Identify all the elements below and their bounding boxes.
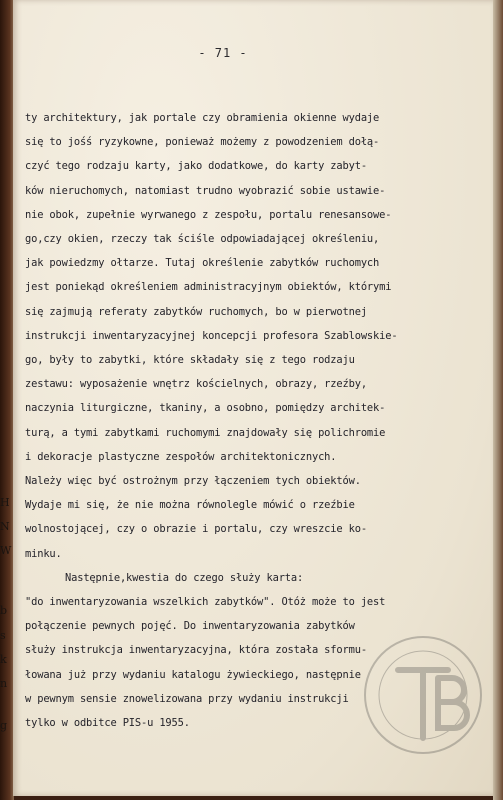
margin-fragment: b (0, 604, 8, 617)
margin-fragment: H (0, 496, 10, 509)
page-edge-shadow (493, 0, 503, 800)
margin-fragment: n (0, 677, 8, 690)
text-line: ków nieruchomych, natomiast trudno wyobrazić sobie ustawie- (25, 184, 386, 197)
paper-sheet (13, 0, 493, 796)
text-line: jest poniekąd określeniem administracyjnym obiektów, którymi (25, 281, 392, 294)
text-line: go,czy okien, rzeczy tak ściśle odpowiadającej określeniu, (25, 233, 380, 246)
page-number: - 71 - (198, 46, 248, 60)
text-line: czyć tego rodzaju karty, jako dodatkowe, do karty zabyt- (25, 160, 367, 173)
margin-fragment: g (0, 719, 8, 732)
text-line: połączenie pewnych pojęć. Do inwentaryzowania zabytków (25, 620, 355, 633)
margin-fragment: N (0, 520, 10, 533)
margin-fragment: W (0, 544, 12, 557)
text-line: Należy więc być ostrożnym przy łączeniem tych obiektów. (25, 475, 361, 488)
text-line: w pewnym sensie znowelizowana przy wydaniu instrukcji (25, 692, 349, 705)
text-line: instrukcji inwentaryzacyjnej koncepcji profesora Szablowskie- (25, 329, 398, 342)
text-line: go, były to zabytki, które składały się z tego rodzaju (25, 354, 355, 367)
text-line: turą, a tymi zabytkami ruchomymi znajdowały się polichromie (25, 426, 386, 439)
text-line: nie obok, zupełnie wyrwanego z zespołu, portalu renesansowe- (25, 208, 392, 221)
foundation-watermark-stamp (358, 630, 488, 760)
text-line: wolnostojącej, czy o obrazie i portalu, czy wreszcie ko- (25, 523, 367, 536)
text-line: "do inwentaryzowania wszelkich zabytków". Otóż może to jest (25, 596, 386, 609)
text-line: tylko w odbitce PIS-u 1955. (25, 717, 190, 730)
text-line: służy instrukcja inwentaryzacyjna, która została sformu- (25, 644, 367, 657)
text-line: łowana już przy wydaniu katalogu żywieckiego, następnie (25, 668, 361, 681)
text-line: zestawu: wyposażenie wnętrz kościelnych, obrazy, rzeźby, (25, 378, 367, 391)
text-line: się zajmują referaty zabytków ruchomych, bo w pierwotnej (25, 305, 367, 318)
text-line: naczynia liturgiczne, tkaniny, a osobno, pomiędzy architek- (25, 402, 386, 415)
text-line: minku. (25, 547, 62, 560)
margin-fragment: s (0, 629, 6, 642)
text-line: Następnie,kwestia do czego służy karta: (65, 571, 304, 584)
text-line: ty architektury, jak portale czy obramienia okienne wydaje (25, 112, 380, 124)
text-line: jak powiedzmy ołtarze. Tutaj określenie zabytków ruchomych (25, 257, 380, 270)
text-line: i dekoracje plastyczne zespołów architektonicznych. (25, 450, 337, 463)
text-line: się to jośś ryzykowne, ponieważ możemy z powodzeniem dołą- (25, 136, 380, 149)
margin-fragment: k (0, 653, 7, 666)
text-line: Wydaje mi się, że nie można równolegle mówić o rzeźbie (25, 499, 355, 512)
